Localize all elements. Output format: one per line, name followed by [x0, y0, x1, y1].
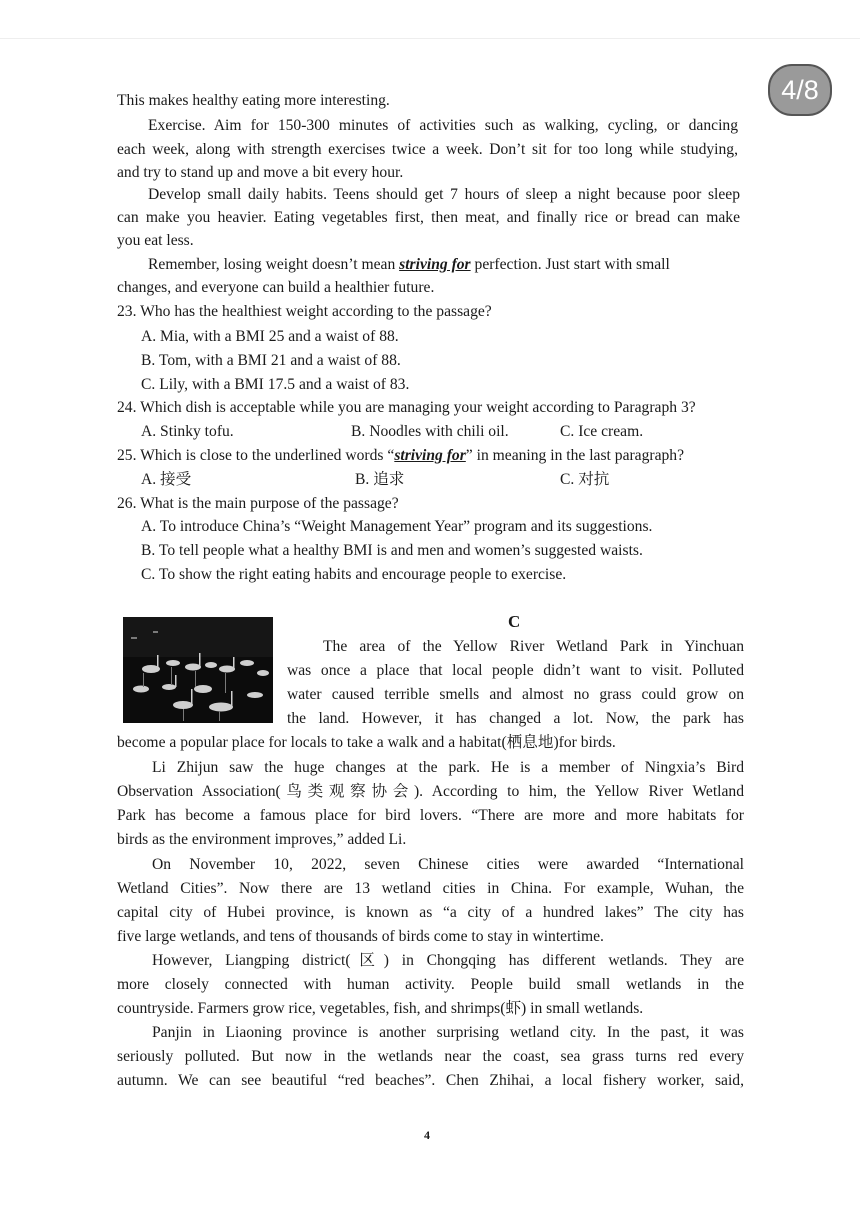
passage-line: Observation Association(鸟类观察协会). According to him, the Yellow River Wetland [117, 783, 744, 800]
passage-line: birds as the environment improves,” added Li. [117, 831, 407, 848]
passage-line: countryside. Farmers grow rice, vegetables, fish, and shrimps(虾) in small wetlands. [117, 1000, 644, 1017]
underlined-phrase: striving for [399, 256, 471, 273]
option-24b: B. Noodles with chili oil. [351, 423, 509, 440]
option-26b: B. To tell people what a healthy BMI is and men and women’s suggested waists. [141, 542, 643, 559]
passage-line: Wetland Cities”. Now there are 13 wetland cities in China. For example, Wuhan, the [117, 880, 744, 897]
option-23a: A. Mia, with a BMI 25 and a waist of 88. [141, 328, 399, 345]
passage-line: capital city of Hubei province, is known as “a city of a hundred lakes” The city has [117, 904, 744, 921]
option-23b: B. Tom, with a BMI 21 and a waist of 88. [141, 352, 401, 369]
option-24c: C. Ice cream. [560, 423, 644, 440]
option-23c: C. Lily, with a BMI 17.5 and a waist of 83. [141, 376, 410, 393]
passage-line: five large wetlands, and tens of thousands of birds come to stay in wintertime. [117, 928, 604, 945]
passage-line: Develop small daily habits. Teens should get 7 hours of sleep a night because poor sleep [148, 186, 740, 203]
option-24a: A. Stinky tofu. [141, 423, 234, 440]
passage-line: However, Liangping district(区) in Chongqing has different wetlands. They are [152, 952, 744, 969]
passage-line: you eat less. [117, 232, 194, 249]
option-25c: C. 对抗 [560, 471, 610, 488]
passage-line: each week, along with strength exercises twice a week. Don’t sit for too long while studying, [117, 141, 738, 158]
underlined-phrase: striving for [394, 447, 466, 464]
section-heading: C [508, 612, 521, 631]
page-number: 4 [424, 1128, 430, 1142]
passage-line: the land. However, it has changed a lot. Now, the park has [287, 710, 744, 727]
birds-image [123, 617, 273, 723]
passage-line: Park has become a famous place for bird lovers. “There are more and more habitats for [117, 807, 744, 824]
question-25: 25. Which is close to the underlined words “striving for” in meaning in the last paragraph? [117, 447, 685, 464]
passage-line: Panjin in Liaoning province is another surprising wetland city. In the past, it was [152, 1024, 744, 1041]
passage-line: This makes healthy eating more interesting. [117, 92, 390, 109]
option-25b: B. 追求 [355, 471, 405, 488]
passage-line: Li Zhijun saw the huge changes at the park. He is a member of Ningxia’s Bird [152, 759, 744, 776]
question-23: 23. Who has the healthiest weight according to the passage? [117, 303, 492, 320]
flamingo-photo [123, 617, 273, 723]
option-26a: A. To introduce China’s “Weight Management Year” program and its suggestions. [141, 518, 653, 535]
passage-line: Exercise. Aim for 150-300 minutes of activities such as walking, cycling, or dancing [148, 117, 738, 134]
passage-line: water caused terrible smells and almost no grass could grow on [287, 686, 744, 703]
passage-line: can make you heavier. Eating vegetables first, then meat, and finally rice or bread can make [117, 209, 740, 226]
question-24: 24. Which dish is acceptable while you are managing your weight according to Paragraph 3? [117, 399, 696, 416]
passage-line: changes, and everyone can build a healthier future. [117, 279, 435, 296]
passage-line: and try to stand up and move a bit every hour. [117, 164, 404, 181]
passage-line: On November 10, 2022, seven Chinese cities were awarded “International [152, 856, 744, 873]
question-26: 26. What is the main purpose of the passage? [117, 495, 399, 512]
option-25a: A. 接受 [141, 471, 192, 488]
passage-line: Remember, losing weight doesn’t mean striving for perfection. Just start with small [148, 256, 670, 273]
passage-line: autumn. We can see beautiful “red beaches”. Chen Zhihai, a local fishery worker, said, [117, 1072, 744, 1089]
top-divider [0, 38, 860, 39]
passage-line: become a popular place for locals to take a walk and a habitat(栖息地)for birds. [117, 734, 616, 751]
passage-line: The area of the Yellow River Wetland Park in Yinchuan [323, 638, 744, 655]
option-26c: C. To show the right eating habits and encourage people to exercise. [141, 566, 567, 583]
page-badge: 4/8 [768, 64, 832, 116]
passage-line: seriously polluted. But now in the wetlands near the coast, sea grass turns red every [117, 1048, 744, 1065]
passage-line: was once a place that local people didn’t want to visit. Polluted [287, 662, 744, 679]
passage-line: more closely connected with human activity. People build small wetlands in the [117, 976, 744, 993]
